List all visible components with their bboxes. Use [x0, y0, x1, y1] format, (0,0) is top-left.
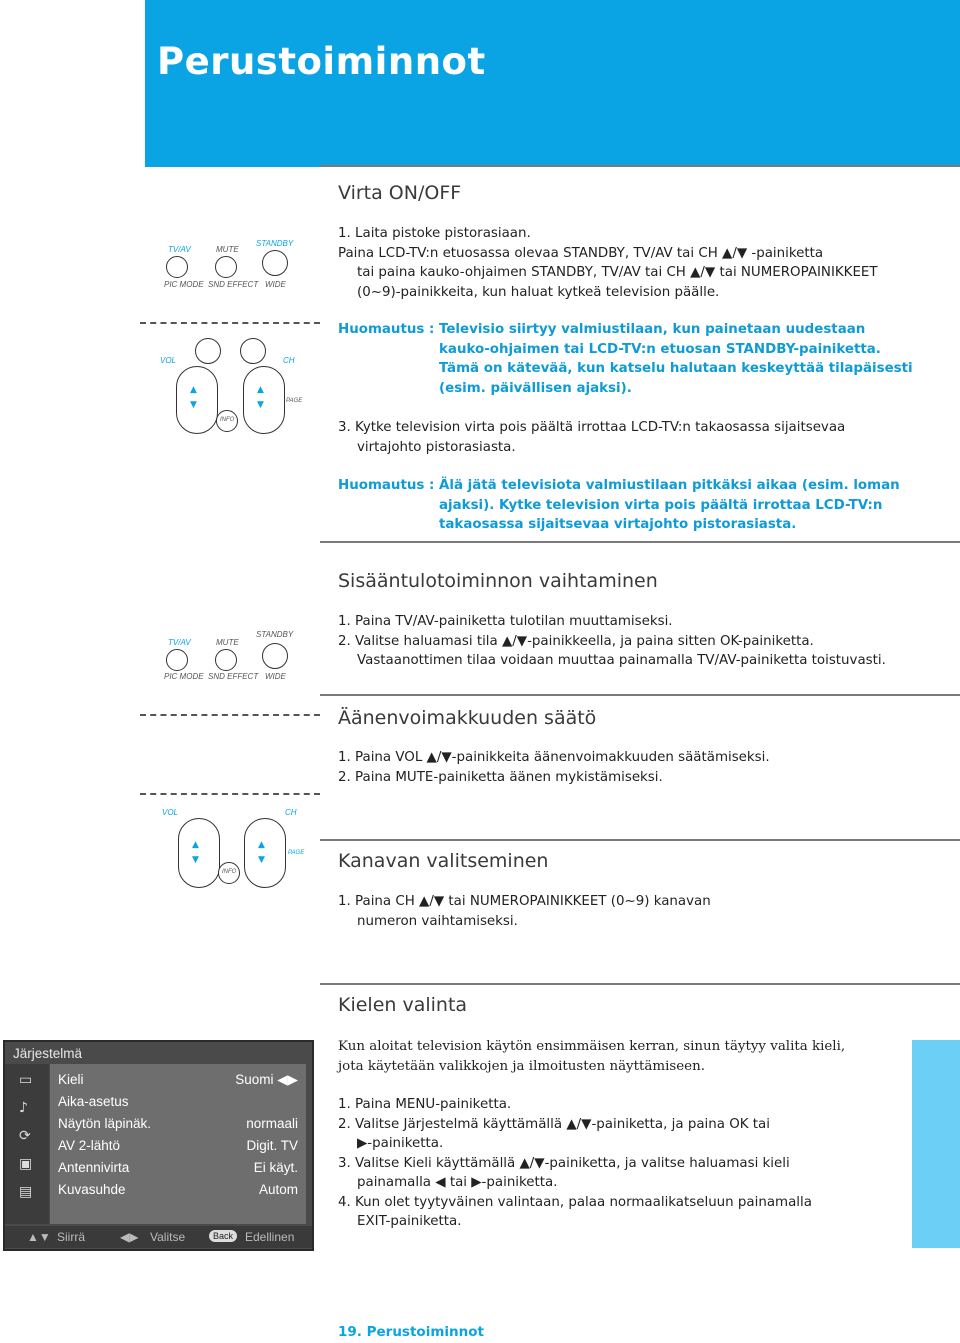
section-divider — [320, 983, 960, 985]
sisaantulo-step2-b: Vastaanottimen tilaa voidaan muuttaa painamalla TV/AV-painiketta toistuvasti. — [357, 653, 886, 668]
sisaantulo-step1: 1. Paina TV/AV-painiketta tulotilan muuttamiseksi. — [338, 614, 673, 629]
virta-step3-a: 3. Kytke television virta pois päältä irrottaa LCD-TV:n takaosassa sijaitsevaa — [338, 420, 846, 435]
wide-label: WIDE — [265, 280, 286, 289]
vol-down-icon: ▼ — [190, 400, 197, 410]
ch-up-icon: ▲ — [258, 840, 265, 850]
virta-step2-c: (0~9)-painikkeita, kun haluat kytkeä television päälle. — [357, 284, 720, 300]
picmode-label: PIC MODE — [164, 280, 204, 289]
menu-row-label: AV 2-lähtö — [58, 1138, 121, 1153]
sisaantulo-step2: 2. Valitse haluamasi tila ▲/▼-painikkeella, ja paina sitten OK-painiketta. — [338, 633, 814, 649]
sndeffect-label: SND EFFECT — [208, 672, 259, 681]
page-label: PAGE — [288, 850, 305, 856]
vol-rocker[interactable] — [178, 818, 220, 888]
menu-row-label: Antennivirta — [58, 1160, 130, 1175]
info-label: INFO — [220, 417, 235, 423]
section-divider — [320, 165, 960, 167]
menu-row-label: Kieli — [58, 1072, 84, 1087]
section-title-aanenvoimakkuus: Äänenvoimakkuuden säätö — [338, 707, 597, 729]
back-key: Back — [209, 1230, 237, 1242]
note1-line1: Televisio siirtyy valmiustilaan, kun painetaan uudestaan — [439, 322, 866, 337]
remote-volch-panel-2 — [140, 800, 310, 900]
header-band — [145, 0, 960, 167]
sndeffect-label: SND EFFECT — [208, 280, 259, 289]
note1-line4: (esim. päivällisen ajaksi). — [439, 380, 632, 396]
tv-icon: ▭ — [19, 1072, 33, 1088]
kieli-step2-b: ▶-painiketta. — [357, 1136, 444, 1151]
wide-label: WIDE — [265, 672, 286, 681]
kanava-steps — [338, 892, 938, 931]
vol-down-icon: ▼ — [192, 855, 199, 865]
page-label: PAGE — [286, 398, 303, 404]
section-title-kanava: Kanavan valitseminen — [338, 850, 549, 872]
channel-icon: ⟳ — [19, 1128, 31, 1144]
section-title-kieli: Kielen valinta — [338, 994, 468, 1016]
panel-dashed-edge — [140, 793, 320, 795]
note2-line3: takaosassa sijaitsevaa virtajohto pistorasiasta. — [439, 517, 797, 532]
ch-rocker[interactable] — [244, 818, 286, 888]
screen-icon: ▣ — [19, 1156, 33, 1172]
menu-footer-back: Edellinen — [245, 1230, 295, 1244]
menu-row-value: Digit. TV — [246, 1138, 298, 1153]
ch-label: CH — [285, 808, 297, 817]
kieli-step4-b: EXIT-painiketta. — [357, 1214, 462, 1229]
kieli-intro — [338, 1037, 938, 1076]
mute-label: MUTE — [216, 638, 239, 647]
mute-button[interactable] — [215, 649, 237, 671]
panel-dashed-edge — [140, 322, 320, 324]
info-label: INFO — [222, 869, 237, 875]
virta-step1: 1. Laita pistoke pistorasiaan. — [338, 226, 531, 241]
page-footer: 19. Perustoiminnot — [338, 1324, 484, 1340]
vol-up-icon: ▲ — [192, 840, 199, 850]
setup-icon: ▤ — [19, 1184, 33, 1200]
kieli-steps — [338, 1095, 938, 1232]
mute-label: MUTE — [216, 245, 239, 254]
kanava-step1-b: numeron vaihtamiseksi. — [357, 913, 518, 929]
standby-button[interactable] — [262, 250, 288, 276]
vol-rocker[interactable] — [176, 366, 218, 434]
section-divider — [320, 694, 960, 696]
kieli-intro-2: jota käytetään valikkojen ja ilmoitusten näyttämiseen. — [338, 1058, 705, 1074]
ch-up-icon: ▲ — [257, 385, 264, 395]
menu-row-label: Kuvasuhde — [58, 1182, 126, 1197]
tvav-button[interactable] — [166, 649, 188, 671]
menu-row-kuvasuhde[interactable] — [58, 1182, 298, 1197]
virta-steps — [338, 224, 938, 302]
note-label: Huomautus : — [338, 478, 435, 493]
section-title-virta: Virta ON/OFF — [338, 182, 462, 204]
remote-volch-panel-1 — [140, 330, 310, 440]
system-menu-screenshot — [3, 1040, 314, 1251]
menu-row-label: Näytön läpinäk. — [58, 1116, 152, 1131]
select-icon: ◀▶ — [120, 1230, 139, 1244]
section-divider — [320, 541, 960, 543]
menu-row-value: normaali — [246, 1116, 298, 1131]
round-button[interactable] — [195, 338, 221, 364]
kieli-step2-a: 2. Valitse Järjestelmä käyttämällä ▲/▼-painiketta, ja paina OK tai — [338, 1116, 770, 1132]
vol-up-icon: ▲ — [190, 385, 197, 395]
note-label: Huomautus : — [338, 322, 435, 337]
virta-step3 — [338, 418, 938, 457]
standby-button[interactable] — [262, 643, 288, 669]
virta-note1 — [338, 320, 938, 398]
menu-footer — [5, 1226, 312, 1248]
aanenvoimakkuus-step2: 2. Paina MUTE-painiketta äänen mykistämiseksi. — [338, 769, 663, 785]
menu-icon-strip — [5, 1064, 49, 1224]
menu-footer-move: Siirrä — [57, 1230, 86, 1244]
side-accent-band — [912, 1040, 960, 1248]
sisaantulo-steps — [338, 612, 938, 671]
note2-line1: Älä jätä televisiota valmiustilaan pitkäksi aikaa (esim. loman — [439, 478, 900, 493]
kieli-step1: 1. Paina MENU-painiketta. — [338, 1097, 512, 1112]
standby-label: STANDBY — [256, 630, 294, 639]
round-button[interactable] — [240, 338, 266, 364]
note2-line2: ajaksi). Kytke television virta pois päältä irrottaa LCD-TV:n — [439, 497, 883, 513]
aanenvoimakkuus-step1: 1. Paina VOL ▲/▼-painikkeita äänenvoimakkuuden säätämiseksi. — [338, 750, 770, 765]
kieli-step3-a: 3. Valitse Kieli käyttämällä ▲/▼-painiketta, ja valitse haluamasi kieli — [338, 1155, 790, 1171]
menu-title: Järjestelmä — [13, 1046, 83, 1061]
section-title-sisaantulo: Sisääntulotoiminnon vaihtaminen — [338, 570, 658, 592]
standby-label: STANDBY — [256, 239, 294, 248]
kanava-step1: 1. Paina CH ▲/▼ tai NUMEROPAINIKKEET (0~9) kanavan — [338, 894, 711, 909]
kieli-intro-1: Kun aloitat television käytön ensimmäisen kerran, sinun täytyy valita kieli, — [338, 1039, 846, 1054]
remote-top-panel-1 — [140, 225, 305, 300]
kieli-step3-b: painamalla ◀ tai ▶-painiketta. — [357, 1175, 558, 1190]
tvav-button[interactable] — [166, 256, 188, 278]
menu-row-nayton[interactable] — [58, 1116, 298, 1131]
vol-label: VOL — [162, 808, 179, 817]
menu-row-antenni[interactable] — [58, 1160, 298, 1175]
move-icon: ▲▼ — [27, 1230, 51, 1244]
tvav-label: TV/AV — [168, 245, 191, 254]
mute-button[interactable] — [215, 256, 237, 278]
note1-line2: kauko-ohjaimen tai LCD-TV:n etuosan STANDBY-painiketta. — [439, 341, 881, 357]
menu-row-value: Ei käyt. — [253, 1160, 298, 1175]
kieli-step4-a: 4. Kun olet tyytyväinen valintaan, palaa normaalikatseluun painamalla — [338, 1194, 812, 1210]
ch-label: CH — [283, 356, 295, 365]
picmode-label: PIC MODE — [164, 672, 204, 681]
vol-label: VOL — [160, 356, 177, 365]
panel-dashed-edge — [140, 714, 320, 716]
menu-row-kieli[interactable] — [58, 1072, 298, 1087]
menu-row-label: Aika-asetus — [58, 1094, 129, 1109]
virta-note2 — [338, 476, 938, 535]
page-title: Perustoiminnot — [157, 40, 486, 83]
note1-line3: Tämä on kätevää, kun katselu halutaan keskeyttää tilapäisesti — [439, 361, 913, 376]
ch-rocker[interactable] — [243, 366, 285, 434]
sound-icon: ♪ — [19, 1100, 28, 1116]
aanenvoimakkuus-steps — [338, 748, 938, 787]
menu-row-aika[interactable] — [58, 1094, 298, 1109]
menu-footer-select: Valitse — [150, 1230, 186, 1244]
ch-down-icon: ▼ — [258, 855, 265, 865]
virta-step2-b: tai paina kauko-ohjaimen STANDBY, TV/AV tai CH ▲/▼ tai NUMEROPAINIKKEET — [357, 265, 878, 280]
menu-row-value: Suomi ◀▶ — [235, 1072, 298, 1087]
menu-row-value: Autom — [258, 1182, 298, 1197]
menu-row-av2[interactable] — [58, 1138, 298, 1153]
remote-top-panel-2 — [140, 618, 305, 693]
tvav-label: TV/AV — [168, 638, 191, 647]
section-divider — [320, 839, 960, 841]
ch-down-icon: ▼ — [257, 400, 264, 410]
virta-step2-a: Paina LCD-TV:n etuosassa olevaa STANDBY, TV/AV tai CH ▲/▼ -painiketta — [338, 245, 824, 261]
virta-step3-b: virtajohto pistorasiasta. — [357, 439, 516, 455]
